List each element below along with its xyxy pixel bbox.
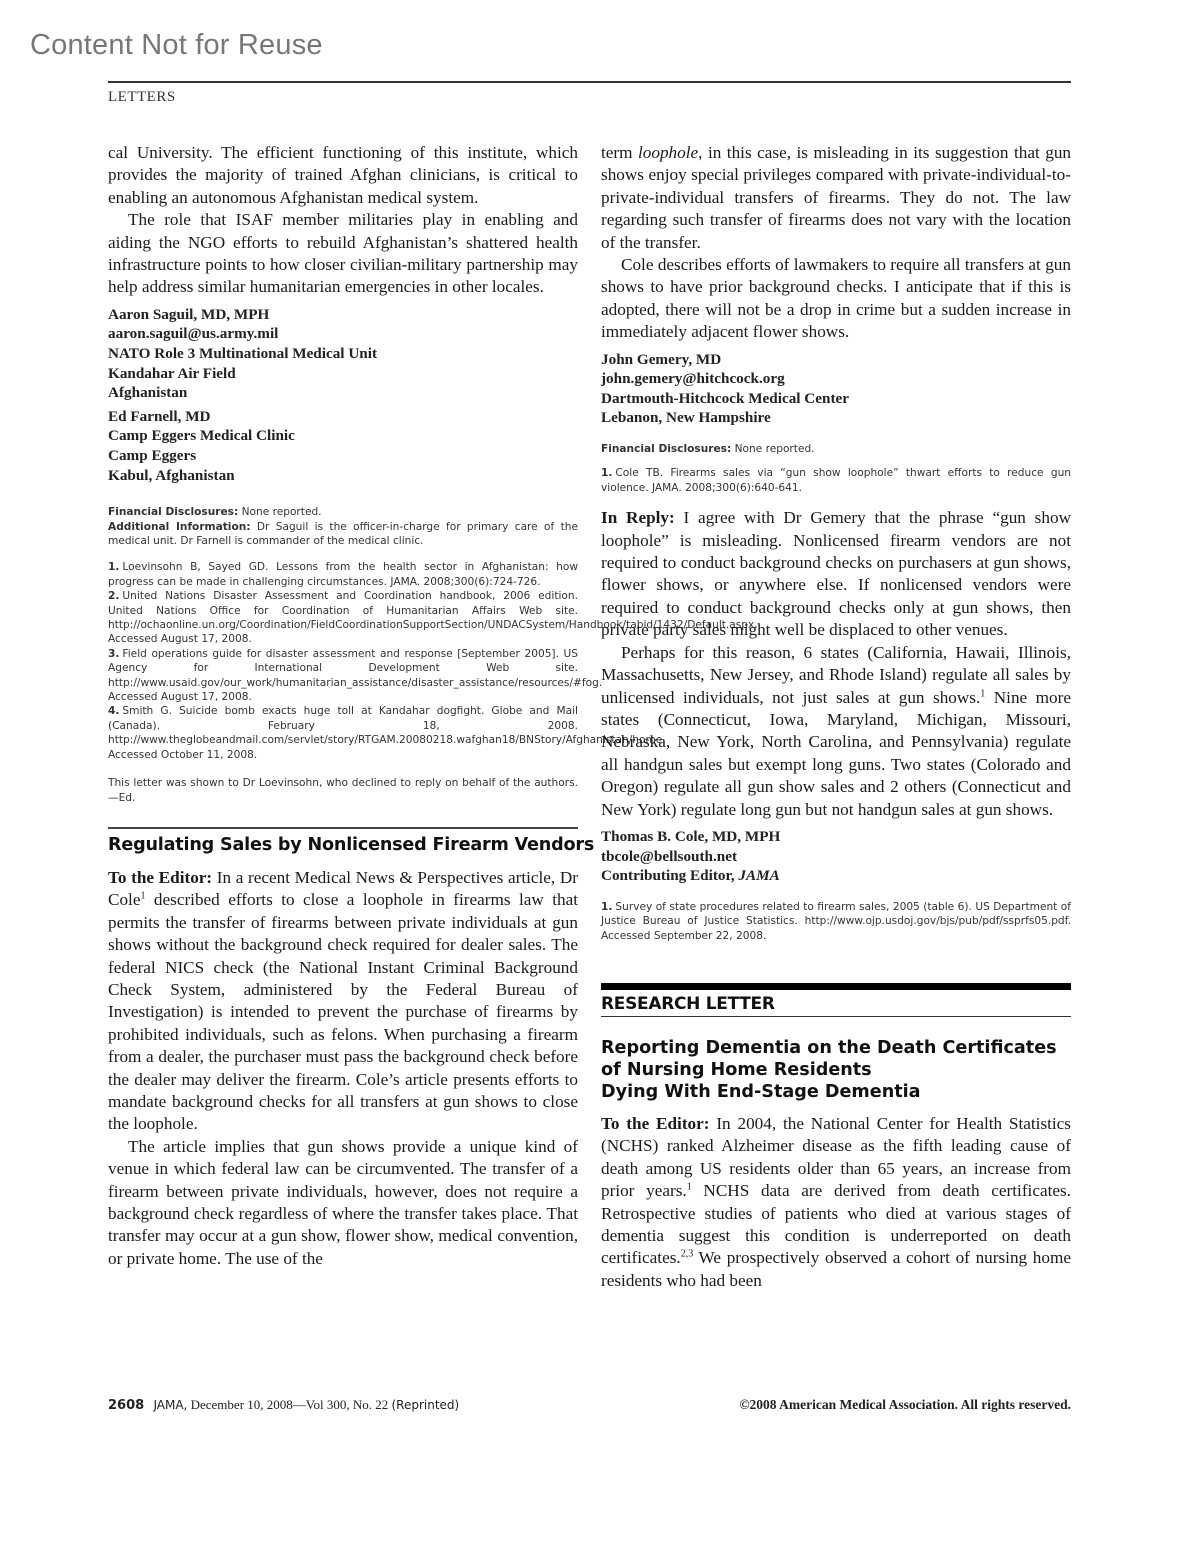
header-rule xyxy=(108,81,1071,83)
disclosures xyxy=(108,505,578,548)
author-line: Camp Eggers Medical Clinic xyxy=(108,427,295,445)
author-line: Kandahar Air Field xyxy=(108,364,236,382)
disclosures xyxy=(601,442,1071,456)
paragraph: The article implies that gun shows provide a unique kind of venue in which federal law can be circumvented. The transfer of a firearm between private individuals, however, does not require a background check regardless of where the transfer takes place. That transfer may occur at a gun show, flower show, medical convention, or private home. The use of the xyxy=(108,1136,578,1268)
reference-item: 1. Survey of state procedures related to firearm sales, 2005 (table 6). US Department of Justice Bureau of Justice Statistics. http://www.ojp.usdoj.gov/bjs/pub/pdf/ssprfs05.pdf. Accessed September 22, 2008. xyxy=(601,900,1071,942)
disclosure-label: Financial Disclosures: xyxy=(601,443,732,456)
footer-citation xyxy=(108,1397,459,1413)
journal-name: JAMA, xyxy=(153,1398,188,1412)
reprinted-note: (Reprinted) xyxy=(391,1398,460,1412)
author-line: NATO Role 3 Multinational Medical Unit xyxy=(108,345,378,363)
section-label: LETTERS xyxy=(108,89,176,105)
author-line: Camp Eggers xyxy=(108,447,197,464)
research-letter-label: RESEARCH LETTER xyxy=(601,993,775,1014)
letter-heading: Regulating Sales by Nonlicensed Firearm Vendors xyxy=(108,834,595,855)
author-block xyxy=(601,350,1071,428)
author-line: Dartmouth-Hitchcock Medical Center xyxy=(601,389,849,407)
reference-list xyxy=(108,560,758,762)
author-email: aaron.saguil@us.army.mil xyxy=(108,325,279,343)
paragraph: term loophole, in this case, is misleading in its suggestion that gun shows enjoy special privileges compared with private-individual-to-private-individual transfers of firearms. They do not. The law regarding such transfer of firearms does not vary with the location of the transfer. xyxy=(601,143,1072,252)
paragraph: cal University. The efficient functioning of this institute, which provides the majority of trained Afghan clinicians, is critical to enabling an autonomous Afghanistan medical system. xyxy=(108,143,578,207)
additional-info-text: Dr Saguil is the officer-in-charge for primary care of the medical unit. Dr Farnell is commander of the medical clinic. xyxy=(108,520,578,547)
author-block xyxy=(108,305,578,485)
author-line: Afghanistan xyxy=(108,384,188,402)
research-letter-bar xyxy=(601,983,1071,990)
reference-item: 2. United Nations Disaster Assessment and Coordination handbook, 2006 edition. United Nations Office for Coordination of Humanitarian Affairs Web site. http://ochaonline.un.org/Coordination/FieldCoordinationSupportSection/UNDACSystem/Handbook/tabid/1432/Default.aspx. Accessed August 17, 2008. xyxy=(108,590,758,646)
additional-info-label: Additional Information: xyxy=(108,520,251,533)
watermark: Content Not for Reuse xyxy=(30,29,323,61)
copyright-notice: ©2008 American Medical Association. All rights reserved. xyxy=(739,1397,1071,1412)
author-role: Contributing Editor, JAMA xyxy=(601,867,780,885)
reference-item: 1. Loevinsohn B, Sayed GD. Lessons from the health sector in Afghanistan: how progress can be made in challenging circumstances. JAMA. 2008;300(6):724-726. xyxy=(108,561,578,588)
paragraph: Perhaps for this reason, 6 states (California, Hawaii, Illinois, Massachusetts, New Jersey, and Rhode Island) regulate all sales by unlicensed individuals, not just sales at gun shows.$^1$ Nine more states (Connecticut, Iowa, Maryland, Michigan, Missouri, Nebraska, New York, North Carolina, and Pennsylvania) regulate all handgun sales but exempt long guns. Two states (Colorado and Oregon) regulate all gun show sales and 2 others (Connecticut and New York) regulate long gun but not handgun sales at gun shows. xyxy=(601,642,1071,819)
author-email: tbcole@bellsouth.net xyxy=(601,847,738,865)
paragraph: Cole describes efforts of lawmakers to require all transfers at gun shows to have prior background checks. I anticipate that if this is adopted, there will not be a drop in crime but a sudden increase in immediately adjacent flower shows. xyxy=(601,255,1071,342)
author-line: Thomas B. Cole, MD, MPH xyxy=(601,827,781,845)
reference-item: 3. Field operations guide for disaster assessment and response [September 2005]. US Agency for International Development Web site. http://www.usaid.gov/our_work/humanitarian_assistance/disaster_assistance/resources/#fog. Accessed August 17, 2008. xyxy=(108,647,603,704)
disclosure-label: Financial Disclosures: xyxy=(108,506,239,519)
author-line: Lebanon, New Hampshire xyxy=(601,409,771,427)
author-line: Aaron Saguil, MD, MPH xyxy=(108,305,270,323)
section-rule xyxy=(108,827,578,829)
author-line: Kabul, Afghanistan xyxy=(108,466,235,484)
paragraph: In Reply: I agree with Dr Gemery that the phrase “gun show loophole” is misleading. Nonlicensed firearm vendors are not required to conduct background checks on purchasers at gun shows, flower shows, or anywhere else. If nonlicensed vendors were required to conduct background checks only at gun shows, then private party sales might well be displaced to other venues. xyxy=(601,508,1071,640)
author-line: John Gemery, MD xyxy=(601,350,722,368)
right-column xyxy=(601,142,1071,1292)
reference-list xyxy=(601,900,1071,943)
research-letter-title: Reporting Dementia on the Death Certificates of Nursing Home Residents Dying With End-Stage Dementia xyxy=(601,1037,1057,1102)
disclosure-text: None reported. xyxy=(241,506,322,519)
reference-item: 4. Smith G. Suicide bomb exacts huge toll at Kandahar dogfight. Globe and Mail (Canada). February 18, 2008. http://www.theglobeandmail.com/servlet/story/RTGAM.20080218.wafghan18/BNStory/Afghanistan/home. Accessed October 11, 2008. xyxy=(108,705,666,761)
author-email: john.gemery@hitchcock.org xyxy=(601,370,785,388)
author-line: Ed Farnell, MD xyxy=(108,407,211,425)
reference-item: 1. Cole TB. Firearms sales via “gun show loophole” thwart efforts to reduce gun violence. JAMA. 2008;300(6):640-641. xyxy=(601,467,1071,494)
issue-info: December 10, 2008—Vol 300, No. 22 xyxy=(187,1397,392,1412)
paragraph: The role that ISAF member militaries play in enabling and aiding the NGO efforts to rebuild Afghanistan’s shattered health infrastructure points to how closer civilian-military partnership may help address similar humanitarian emergencies in other locales. xyxy=(108,210,578,297)
paragraph: To the Editor: In a recent Medical News & Perspectives article, Dr Cole$^1$ described efforts to close a loophole in firearms law that permits the transfer of firearms between private individuals at gun shows without the background check required for dealer sales. The federal NICS check (the National Instant Criminal Background Check System, administered by the Federal Bureau of Investigation) is intended to prevent the purchase of firearms by prohibited individuals, such as felons. When purchasing a firearm from a dealer, the purchaser must pass the background check before the dealer may deliver the firearm. Cole’s article presents efforts to mandate background checks for all transfers at gun shows to close the loophole. xyxy=(108,867,579,1134)
author-block xyxy=(601,827,1071,886)
reference-list xyxy=(601,466,1071,495)
paragraph: To the Editor: In 2004, the National Center for Health Statistics (NCHS) ranked Alzheimer disease as the fifth leading cause of death among US residents older than 65 years, an increase from prior years.$^1$ NCHS data are derived from death certificates. Retrospective studies of patients who died at various stages of dementia suggest this condition is underreported on death certificates.$^{2,3}$ We prospectively observed a cohort of nursing home residents who had been xyxy=(601,1113,1071,1290)
disclosure-text: None reported. xyxy=(734,443,815,456)
editor-note: This letter was shown to Dr Loevinsohn, who declined to reply on behalf of the authors. —Ed. xyxy=(108,777,578,804)
research-letter-rule xyxy=(601,1016,1071,1017)
page-number: 2608 xyxy=(108,1398,145,1413)
